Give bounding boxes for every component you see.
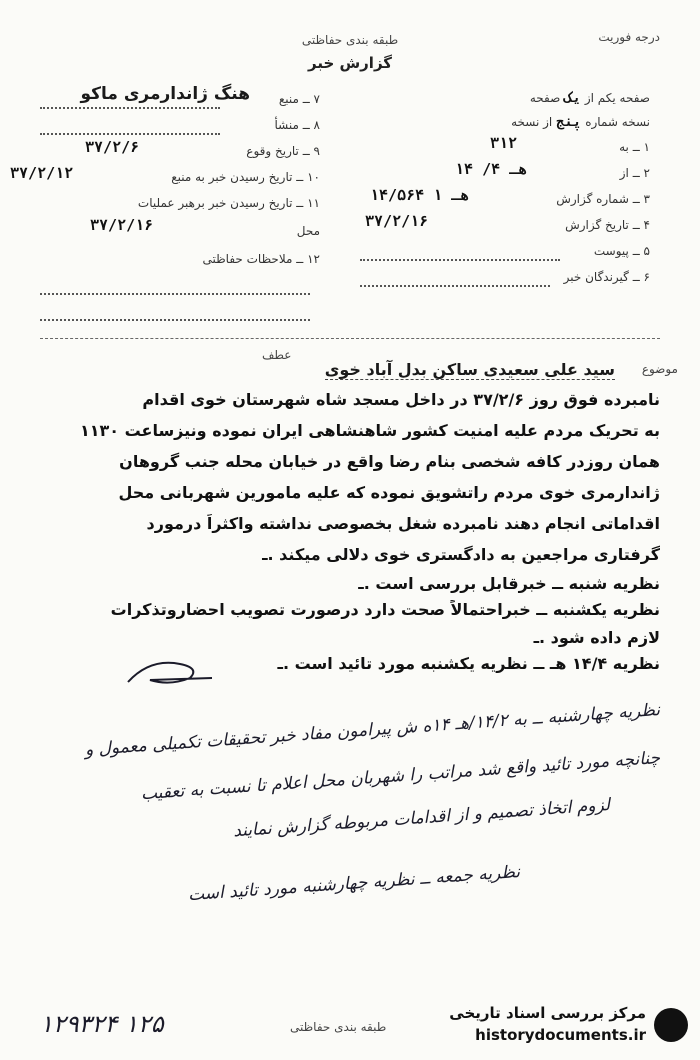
page-label: صفحه یکم از bbox=[584, 91, 650, 105]
field-report-date-value: ۳۷/۲/۱۶ bbox=[365, 212, 429, 230]
subject-text: سید علی سعیدی ساکن بدل آباد خوی bbox=[324, 360, 615, 379]
field-attachment: ۵ ــ پیوست bbox=[593, 244, 650, 258]
body-line: لازم داده شود .ـ bbox=[533, 628, 660, 647]
body-line: نظریه شنبه ــ خبرقابل بررسی است .ـ bbox=[358, 574, 660, 593]
header-separator bbox=[40, 338, 660, 339]
body-line: ژاندارمری خوی مردم راتشویق نموده که علیه مامورین شهربانی محل bbox=[118, 483, 660, 502]
field-source-received-value: ۳۷/۲/۱۲ bbox=[10, 164, 74, 182]
handwritten-line: لزوم اتخاذ تصمیم و از اقدامات مربوطه گزارش نمایند bbox=[232, 795, 611, 842]
field-ops-received: ۱۱ ــ تاریخ رسیدن خبر برهبر عملیات bbox=[137, 196, 320, 210]
field-occurrence-date: ۹ ــ تاریخ وقوع bbox=[246, 144, 320, 158]
page-value: یک bbox=[564, 90, 582, 106]
field-report-number-value: ۱۴/۵۶۴ هـ ۱ bbox=[370, 186, 470, 204]
copy-suffix: از نسخه bbox=[511, 115, 553, 129]
field-report-number: ۳ ــ شماره گزارش bbox=[556, 192, 650, 206]
archive-watermark bbox=[418, 1000, 688, 1052]
field-location: محل bbox=[296, 224, 320, 238]
field-location-value: ۳۷/۲/۱۶ bbox=[90, 216, 154, 234]
field-source-received: ۱۰ ــ تاریخ رسیدن خبر به منبع bbox=[171, 170, 320, 184]
archive-url: historydocuments.ir bbox=[475, 1026, 646, 1044]
archive-logo-icon bbox=[654, 1008, 688, 1042]
handwritten-archive-number: ۱۲۹۳۲۴ ۱۲۵ bbox=[40, 1010, 164, 1038]
body-line: نامبرده فوق روز ۳۷/۲/۶ در داخل مسجد شاه شهرستان خوی اقدام bbox=[142, 390, 660, 409]
report-title: گزارش خبر bbox=[307, 54, 393, 72]
field-to-value: ۳۱۲ bbox=[490, 134, 518, 152]
archive-name: مرکز بررسی اسناد تاریخی bbox=[449, 1004, 646, 1022]
field-occurrence-date-value: ۳۷/۲/۶ bbox=[85, 138, 140, 156]
body-line: نظریه ۱۴/۴ هـ ــ نظریه یکشنبه مورد تائید است .ـ bbox=[277, 654, 660, 673]
field-report-date: ۴ ــ تاریخ گزارش bbox=[565, 218, 650, 232]
body-line: اقداماتی انجام دهند نامبرده شغل بخصوصی نداشته واکثراً درمورد bbox=[146, 514, 660, 533]
priority-label: درجه فوریت bbox=[598, 30, 660, 44]
page-suffix: صفحه bbox=[529, 91, 561, 105]
handwritten-line: چنانچه مورد تائید واقع شد مراتب را شهربان محل اعلام تا نسبت به تعقیب bbox=[140, 748, 661, 805]
classification-footer: طبقه بندی حفاظتی bbox=[290, 1020, 387, 1034]
subject-note: عطف bbox=[262, 348, 292, 362]
handwritten-line: نظریه چهارشنبه ــ به ۱۴/۲/هـ ۱۴ه ش پیرامون مفاد خبر تحقیقات تکمیلی معمول و bbox=[84, 700, 661, 761]
field-from: ۲ ــ از bbox=[619, 166, 650, 180]
field-origin: ۸ ــ منشأ bbox=[274, 118, 320, 132]
body-line: همان روزدر کافه شخصی بنام رضا واقع در خیابان محله جنب گروهان bbox=[119, 452, 660, 471]
classification-header: طبقه بندی حفاظتی bbox=[301, 33, 399, 47]
copy-value: پنج bbox=[556, 114, 582, 130]
body-line: به تحریک مردم علیه امنیت کشور شاهنشاهی ایران نموده ونیزساعت ۱۱۳۰ bbox=[79, 421, 660, 440]
unit-name: هنگ ژاندارمری ماکو bbox=[80, 84, 250, 104]
body-line: گرفتاری مراجعین به دادگستری خوی دلالی میکند .ـ bbox=[262, 545, 660, 564]
copy-label: نسخه شماره bbox=[585, 115, 650, 129]
body-line: نظریه یکشنبه ــ خبراحتمالاً صحت دارد درصورت تصویب احضاروتذکرات bbox=[110, 600, 660, 619]
handwritten-line: نظریه جمعه ــ نظریه چهارشنبه مورد تائید است bbox=[187, 862, 521, 906]
initials-scribble bbox=[120, 652, 220, 692]
field-source: ۷ ــ منبع bbox=[278, 92, 320, 106]
subject-label: موضوع bbox=[641, 362, 678, 376]
field-from-value: ۱۴ /۴ هـ bbox=[455, 160, 528, 178]
field-security-notes: ۱۲ ــ ملاحظات حفاظتی bbox=[202, 252, 320, 266]
field-recipients: ۶ ــ گیرندگان خبر bbox=[563, 270, 650, 284]
field-to: ۱ ــ به bbox=[619, 140, 650, 154]
